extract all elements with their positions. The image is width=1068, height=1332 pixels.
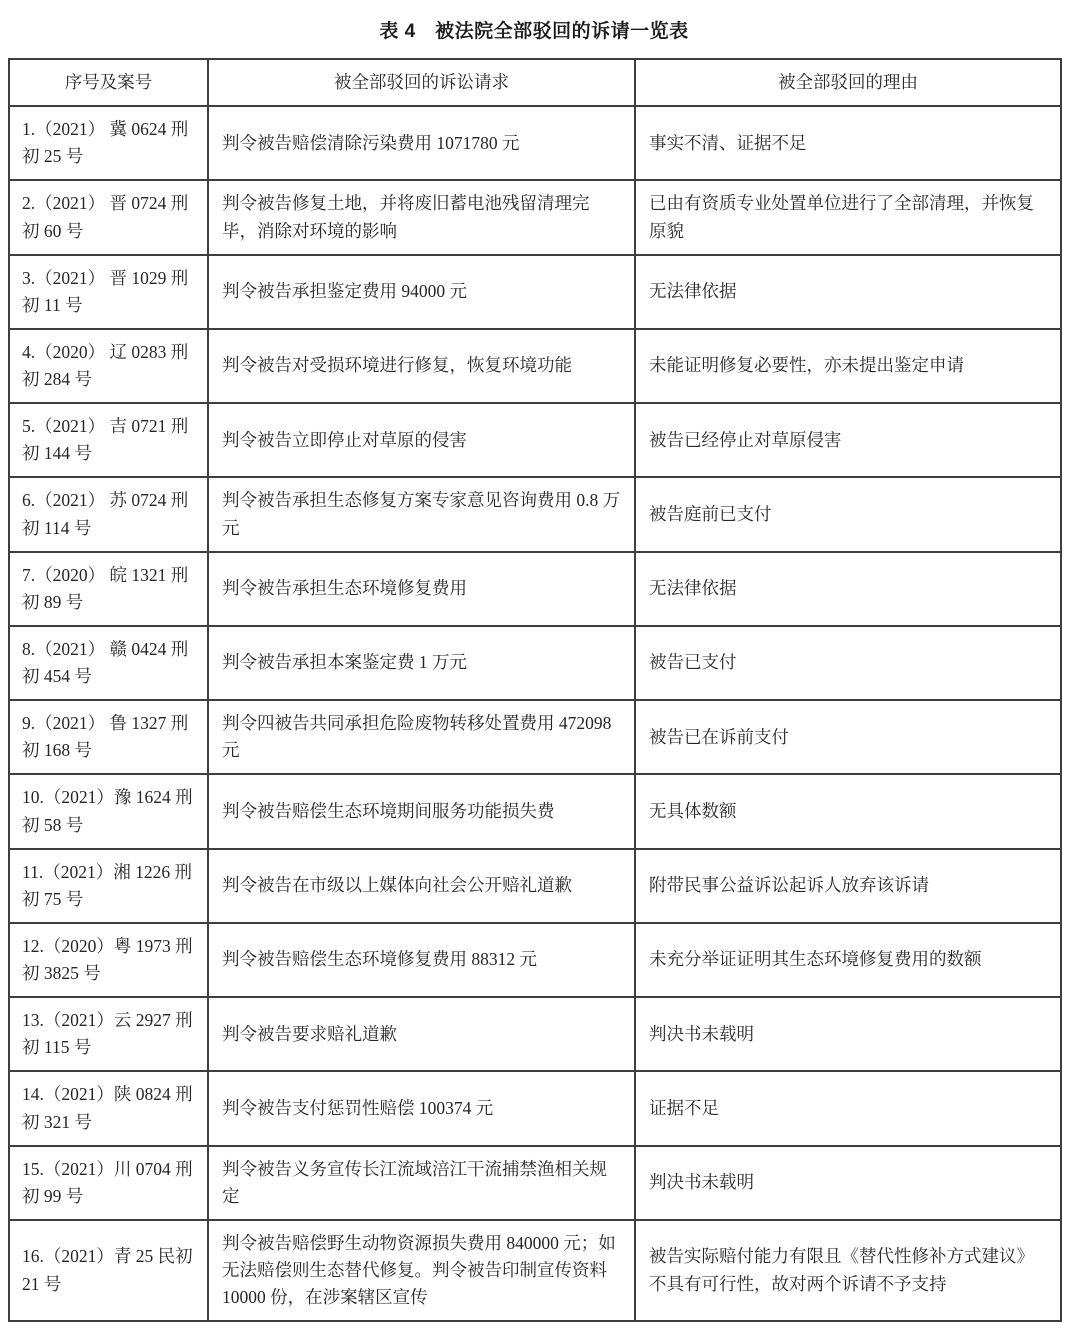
case-number-cell: 8.（2021） 赣 0424 刑初 454 号	[9, 626, 208, 700]
claim-cell: 判令被告承担鉴定费用 94000 元	[208, 255, 635, 329]
claim-cell: 判令被告承担生态环境修复费用	[208, 552, 635, 626]
reason-cell: 附带民事公益诉讼起诉人放弃该诉请	[635, 849, 1061, 923]
reason-cell: 未能证明修复必要性，亦未提出鉴定申请	[635, 329, 1061, 403]
reason-cell: 被告已经停止对草原侵害	[635, 403, 1061, 477]
case-number-cell: 6.（2021） 苏 0724 刑初 114 号	[9, 477, 208, 551]
claim-cell: 判令被告对受损环境进行修复，恢复环境功能	[208, 329, 635, 403]
claim-cell: 判令被告赔偿生态环境期间服务功能损失费	[208, 774, 635, 848]
table-row	[9, 403, 1061, 477]
reason-cell: 未充分举证证明其生态环境修复费用的数额	[635, 923, 1061, 997]
case-number-cell: 13.（2021）云 2927 刑初 115 号	[9, 997, 208, 1071]
table-row	[9, 626, 1061, 700]
case-number-cell: 15.（2021）川 0704 刑初 99 号	[9, 1146, 208, 1220]
claim-cell: 判令被告赔偿生态环境修复费用 88312 元	[208, 923, 635, 997]
claim-cell: 判令四被告共同承担危险废物转移处置费用 472098 元	[208, 700, 635, 774]
claim-cell: 判令被告支付惩罚性赔偿 100374 元	[208, 1071, 635, 1145]
table-row	[9, 477, 1061, 551]
case-number-cell: 3.（2021） 晋 1029 刑初 11 号	[9, 255, 208, 329]
claim-cell: 判令被告承担生态修复方案专家意见咨询费用 0.8 万元	[208, 477, 635, 551]
claim-cell: 判令被告立即停止对草原的侵害	[208, 403, 635, 477]
case-number-cell: 16.（2021）青 25 民初 21 号	[9, 1220, 208, 1321]
table-row	[9, 552, 1061, 626]
table-row	[9, 1146, 1061, 1220]
column-header-reason: 被全部驳回的理由	[635, 59, 1061, 106]
reason-cell: 无具体数额	[635, 774, 1061, 848]
table-title: 表 4 被法院全部驳回的诉请一览表	[379, 21, 689, 42]
reason-cell: 被告庭前已支付	[635, 477, 1061, 551]
table-row	[9, 997, 1061, 1071]
case-number-cell: 4.（2020） 辽 0283 刑初 284 号	[9, 329, 208, 403]
claim-cell: 判令被告赔偿野生动物资源损失费用 840000 元；如无法赔偿则生态替代修复。判令被告印制宣传资料 10000 份，在涉案辖区宣传	[208, 1220, 635, 1321]
case-number-cell: 9.（2021） 鲁 1327 刑初 168 号	[9, 700, 208, 774]
case-number-cell: 10.（2021）豫 1624 刑初 58 号	[9, 774, 208, 848]
table-row	[9, 255, 1061, 329]
table-row	[9, 774, 1061, 848]
reason-cell: 无法律依据	[635, 255, 1061, 329]
table-row	[9, 1220, 1061, 1321]
column-header-claim: 被全部驳回的诉讼请求	[208, 59, 635, 106]
case-number-cell: 2.（2021） 晋 0724 刑初 60 号	[9, 180, 208, 254]
claim-cell: 判令被告在市级以上媒体向社会公开赔礼道歉	[208, 849, 635, 923]
column-header-case: 序号及案号	[9, 59, 208, 106]
reason-cell: 判决书未载明	[635, 997, 1061, 1071]
reason-cell: 判决书未载明	[635, 1146, 1061, 1220]
reason-cell: 被告实际赔付能力有限且《替代性修补方式建议》不具有可行性，故对两个诉请不予支持	[635, 1220, 1061, 1321]
case-number-cell: 12.（2020）粤 1973 刑初 3825 号	[9, 923, 208, 997]
reason-cell: 无法律依据	[635, 552, 1061, 626]
claim-cell: 判令被告要求赔礼道歉	[208, 997, 635, 1071]
reason-cell: 证据不足	[635, 1071, 1061, 1145]
claim-cell: 判令被告义务宣传长江流域涪江干流捕禁渔相关规定	[208, 1146, 635, 1220]
claim-cell: 判令被告修复土地，并将废旧蓄电池残留清理完毕，消除对环境的影响	[208, 180, 635, 254]
rejected-claims-table	[8, 58, 1062, 1322]
table-row	[9, 700, 1061, 774]
table-row	[9, 923, 1061, 997]
reason-cell: 被告已支付	[635, 626, 1061, 700]
case-number-cell: 14.（2021）陕 0824 刑初 321 号	[9, 1071, 208, 1145]
claim-cell: 判令被告承担本案鉴定费 1 万元	[208, 626, 635, 700]
table-row	[9, 180, 1061, 254]
table-row	[9, 1071, 1061, 1145]
table-row	[9, 849, 1061, 923]
claim-cell: 判令被告赔偿清除污染费用 1071780 元	[208, 106, 635, 180]
case-number-cell: 5.（2021） 吉 0721 刑初 144 号	[9, 403, 208, 477]
reason-cell: 被告已在诉前支付	[635, 700, 1061, 774]
header-row	[9, 59, 1061, 106]
case-number-cell: 1.（2021） 冀 0624 刑初 25 号	[9, 106, 208, 180]
case-number-cell: 11.（2021）湘 1226 刑初 75 号	[9, 849, 208, 923]
table-row	[9, 106, 1061, 180]
reason-cell: 已由有资质专业处置单位进行了全部清理，并恢复原貌	[635, 180, 1061, 254]
case-number-cell: 7.（2020） 皖 1321 刑初 89 号	[9, 552, 208, 626]
table-row	[9, 329, 1061, 403]
reason-cell: 事实不清、证据不足	[635, 106, 1061, 180]
